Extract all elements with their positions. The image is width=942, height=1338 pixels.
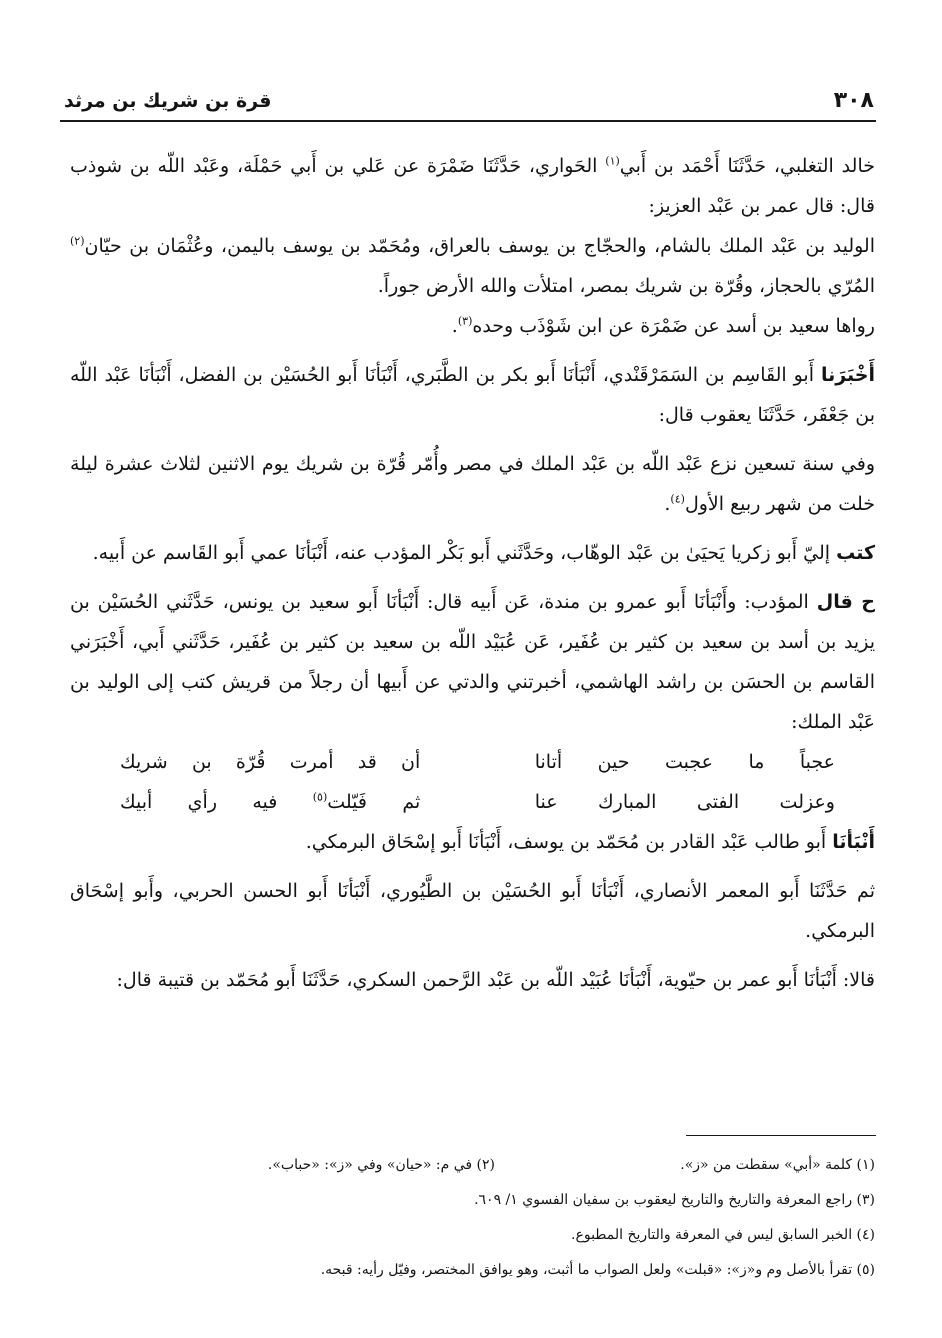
footnotes: [70, 1148, 875, 1288]
verse-2-first-hemistich: وعزلت الفتى المبارك عنا: [534, 791, 835, 813]
paragraph-10: [70, 960, 875, 1000]
paragraph-1: [70, 146, 875, 226]
verse-line-1: [120, 742, 835, 782]
footnote-ref-1: (١): [605, 154, 620, 168]
paragraph-5-text-b: .: [664, 493, 671, 515]
verse-2-text-a: ثم فَيّلت: [327, 791, 421, 813]
paragraph-2-text-b: المُرّي بالحجاز، وقُرّة بن شريك بمصر، امتلأت والله الأرض جوراً.: [377, 275, 875, 297]
footnote-separator: [686, 1135, 876, 1136]
footnote-2: (٢) في م: «حيان» وفي «ز»: «حباب».: [267, 1157, 495, 1173]
verse-2-text-b: فيه رأي أبيك: [120, 791, 313, 813]
footnote-1: (١) كلمة «أبي» سقطت من «ز».: [680, 1157, 875, 1173]
paragraph-6-text: إليّ أَبو زكريا يَحيَىٰ بن عَبْد الوهّاب، وحَدَّثَني أَبو بَكْر المؤدب عنه، أَنْبَأنَا عمي أَبو القَاسم عن أَبيه.: [92, 542, 837, 564]
running-title: قرة بن شريك بن مرثد: [64, 90, 272, 112]
paragraph-4-text: أَبو القَاسِم بن السَمَرْقَنْدي، أَنْبَأنَا أَبو بكر بن الطَّبَري، أَنْبَأنَا أَبو الحُسَيْن بن الفضل، أَنْبَأنَا عَبْد اللّه بن جَعْفَر، حَدَّثَنَا يعقوب قال:: [70, 364, 875, 426]
verse-1-second-hemistich: أن قد أمرت قُرّة بن شريك: [120, 751, 421, 773]
paragraph-5: [70, 444, 875, 524]
paragraph-9: [70, 871, 875, 951]
footnote-row-1: [70, 1148, 875, 1183]
paragraph-5-text-a: وفي سنة تسعين نزع عَبْد اللّه بن عَبْد الملك في مصر وأُمّر قُرّة بن شريك يوم الاثنين لثلاث عشرة ليلة خلت من شهر ربيع الأول: [70, 453, 875, 515]
footnote-ref-2: (٢): [70, 234, 85, 248]
main-text: [70, 146, 875, 1009]
paragraph-8: [70, 822, 875, 862]
paragraph-4-keyword: أَخْبَرَنا: [820, 364, 875, 386]
paragraph-7-text: المؤدب: وأَنْبَأنَا أَبو عمرو بن مندة، عَن أَبيه قال: أَنْبَأنَا أَبو سعيد بن يونس، حَدَّثَني الحُسَيْن بن يزيد بن أسد بن سعيد بن كثير بن عُفَير، عَن عُبَيْد اللّه بن سعيد بن كثير بن عُفَير، حَدَّثَني أَبي، أَخْبَرَني القاسم بن الحسَن بن راشد الهاشمي، أخبرتني والدتي عن أَبيها أن رجلاً من قريش كتب إلى الوليد بن عَبْد الملك:: [70, 591, 875, 733]
verse-2-second-hemistich: [120, 782, 420, 822]
verse-line-2: [120, 782, 835, 822]
paragraph-9-text: ثم حَدَّثَنَا أَبو المعمر الأنصاري، أَنْبَأنَا أَبو الحُسَيْن بن الطَّيُوري، أَنْبَأنَا أَبو الحسن الحربي، وأَبو إسْحَاق البرمكي.: [70, 880, 875, 942]
paragraph-2: [70, 226, 875, 306]
footnote-ref-3: (٣): [457, 314, 473, 328]
paragraph-3: [70, 306, 875, 346]
footnote-ref-4: (٤): [670, 492, 685, 506]
paragraph-8-text: أَبو طالب عَبْد القادر بن مُحَمّد بن يوسف، أَنْبَأنَا أَبو إسْحَاق البرمكي.: [305, 831, 833, 853]
footnote-4: (٤) الخبر السابق ليس في المعرفة والتاريخ المطبوع.: [571, 1227, 875, 1243]
paragraph-2-text-a: الوليد بن عَبْد الملك بالشام، والحجّاج بن يوسف بالعراق، ومُحَمّد بن يوسف باليمن، وعُثْمَان بن حيّان: [84, 235, 875, 257]
verse-1-first-hemistich: عجباً ما عجبت حين أتانا: [534, 751, 835, 773]
paragraph-8-keyword: أَنْبَأنَا: [832, 831, 875, 853]
paragraph-3-text-b: .: [451, 315, 458, 337]
paragraph-4: [70, 355, 875, 435]
poem: [70, 742, 875, 822]
footnote-ref-5: (٥): [312, 790, 328, 804]
footnote-5: (٥) تقرأ بالأصل وم و«ز»: «قبلت» ولعل الصواب ما أثبت، وهو يوافق المختصر، وفيّل رأيه: قبحه.: [320, 1262, 875, 1278]
paragraph-1-text-a: خالد التغلبي، حَدَّثَنَا أَحْمَد بن أَبي: [619, 155, 875, 177]
page-number: ٣٠٨: [833, 88, 874, 113]
paragraph-10-text: قالا: أَنْبَأنَا أَبو عمر بن حيّوية، أَنْبَأنَا عُبَيْد اللّه بن عَبْد الرَّحمن السكري، حَدَّثَنَا أَبو مُحَمّد بن قتيبة قال:: [116, 969, 875, 991]
paragraph-7: [70, 582, 875, 742]
footnote-3: (٣) راجع المعرفة والتاريخ والتاريخ ليعقوب بن سفيان الفسوي ١/ ٦٠٩.: [474, 1192, 875, 1208]
paragraph-1-text-b: الحَواري، حَدَّثَنَا ضَمْرَة عن عَلي بن أَبي حَمْلَة، وعَبْد اللّه بن شوذب قال: قال عمر بن عَبْد العزيز:: [70, 155, 875, 217]
paragraph-7-keyword: ح قال: [816, 591, 875, 613]
paragraph-3-text-a: رواها سعيد بن أسد عن ضَمْرَة عن ابن شَوْذَب وحده: [472, 315, 875, 337]
paragraph-6: [70, 533, 875, 573]
paragraph-6-keyword: كتب: [836, 542, 875, 564]
page-header: [60, 86, 876, 122]
